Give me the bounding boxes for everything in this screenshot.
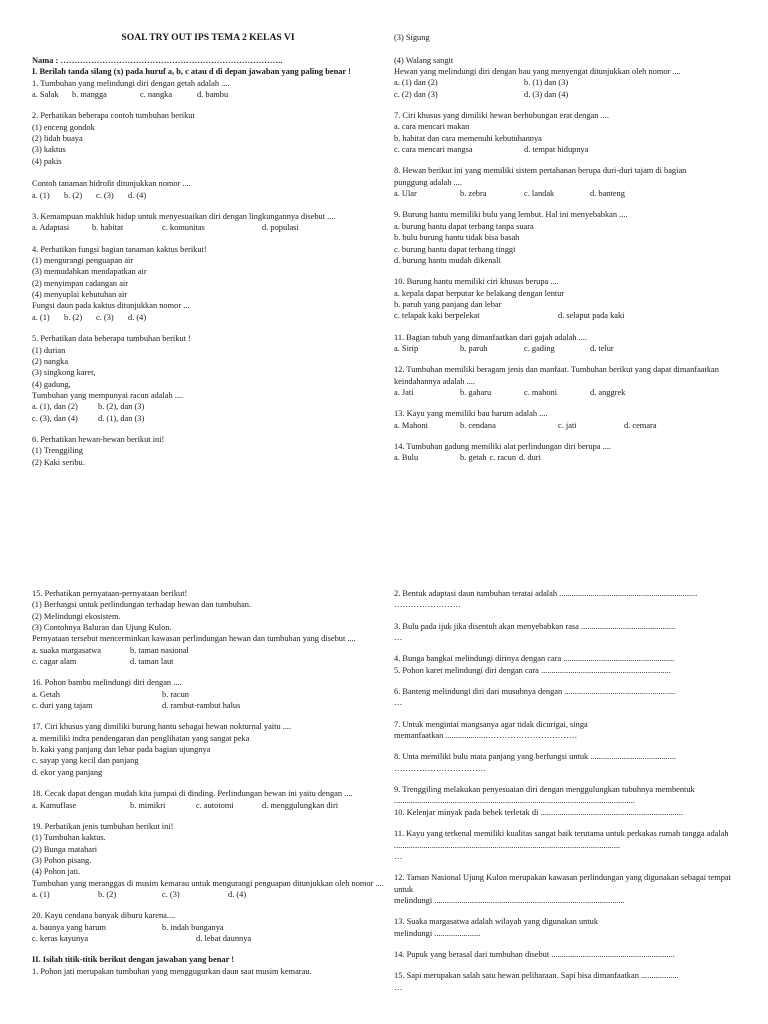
answer-option[interactable]: c. jati	[558, 420, 577, 430]
answer-option[interactable]: d. (4)	[128, 312, 147, 322]
question-text: 7. Untuk mengintai mangsanya agar tidak dicurigai, singa	[394, 719, 588, 729]
question-text: (1) Berfungsi untuk perlindungan terhadap hewan dan tumbuhan.	[32, 600, 252, 610]
question-text: …	[394, 698, 403, 708]
question-text: a. burung hantu dapat terbang tanpa suara	[394, 221, 534, 231]
question-item	[394, 916, 746, 939]
answer-options	[394, 188, 746, 199]
question-item	[32, 588, 384, 667]
answer-option[interactable]: b. mangga	[72, 89, 107, 99]
question-text: 9. Trenggiling melakukan penyesuaian diri dengan menggulungkan tubuhnya membentuk ...................................................................................................................	[394, 785, 695, 806]
answer-options	[32, 89, 384, 100]
question-text: (4) menyuplai kebutuhan air	[32, 290, 128, 300]
answer-option[interactable]: d. taman laut	[130, 657, 174, 667]
question-text: (2) Kaki seribu.	[32, 457, 85, 467]
answer-option[interactable]: d. (4)	[228, 889, 247, 899]
question-text: 17. Ciri khusus yang dimiliki burung hantu sebagai hewan nokturnal yaitu ....	[32, 722, 292, 732]
answer-option[interactable]: c. cagar alam	[32, 657, 77, 667]
question-item	[394, 165, 746, 199]
question-text: …	[394, 851, 403, 861]
question-item	[394, 828, 746, 862]
section-two-item: 1. Pohon jati merupakan tumbuhan yang menggugurkan daun saat musim kemarau.	[32, 966, 312, 976]
answer-option[interactable]: d. menggulungkan diri	[262, 800, 339, 810]
question-item	[394, 588, 746, 611]
answer-option[interactable]: a. baunya yang harum	[32, 922, 106, 932]
answer-option[interactable]: c. (2) dan (3)	[394, 89, 438, 99]
question-item	[32, 821, 384, 900]
answer-options	[394, 144, 746, 155]
question-item	[394, 751, 746, 774]
answer-options	[394, 420, 746, 431]
question-text: 16. Pohon bambu melindungi diri dengan ....	[32, 678, 182, 688]
answer-options	[32, 190, 384, 201]
question-item	[394, 970, 746, 993]
question-item	[32, 434, 384, 468]
question-text: (2) menyimpan cadangan air	[32, 278, 129, 288]
answer-option[interactable]: d. telur	[590, 343, 614, 353]
student-name-line: Nama : ……………………………………………………………………..	[32, 55, 283, 65]
question-text: 19. Perhatikan jenis tumbuhan berikut ini!	[32, 821, 174, 831]
answer-option[interactable]: b. indah bunganya	[162, 922, 224, 932]
answer-options	[32, 645, 384, 656]
answer-option[interactable]: b. racun	[162, 689, 189, 699]
fill-in-list	[394, 588, 746, 993]
answer-option[interactable]: d. populasi	[262, 223, 299, 233]
left-column-bottom	[32, 588, 384, 977]
answer-option[interactable]: c. cara mencari mangsa	[394, 145, 473, 155]
answer-option[interactable]: d. (3) dan (4)	[524, 89, 569, 99]
question-item	[394, 621, 746, 644]
question-text: (2) lidah buaya	[32, 134, 83, 143]
question-item	[394, 949, 746, 960]
question-text: 9. Burung hantu memiliki bulu yang lembut. Hal ini menyebabkan ....	[394, 210, 628, 220]
answer-options	[32, 401, 384, 412]
question-text: d. ekor yang panjang	[32, 767, 103, 777]
question-text: (2) nangka	[32, 356, 69, 366]
question-list	[32, 588, 384, 944]
question-text: (1) enceng gondok	[32, 122, 95, 132]
question-text: ……………………	[394, 600, 461, 610]
question-text: 10. Kelenjar minyak pada bebek terletak di ....................................................................	[394, 807, 683, 817]
question-item	[394, 209, 746, 266]
question-text: (2) Bunga matahari	[32, 844, 98, 854]
answer-option[interactable]: c. keras kayunya	[32, 933, 89, 943]
question-text: Tumbuhan yang mempunyai racun adalah ....	[32, 390, 184, 400]
question-item	[394, 364, 746, 398]
answer-options	[394, 387, 746, 398]
question-text: c. burung hantu dapat terbang tinggi	[394, 244, 516, 254]
question-text: …	[394, 982, 403, 992]
question-text: (4) Walang sangit	[394, 55, 454, 65]
answer-options	[32, 413, 384, 424]
question-text: (1) mengurangi penguapan air	[32, 256, 134, 266]
answer-option[interactable]: c. (3)	[96, 190, 114, 200]
answer-option[interactable]: c. (3)	[96, 312, 114, 322]
question-item	[394, 276, 746, 321]
question-text: 3. Bulu pada ijuk jika disentuh akan menyebabkan rasa .............................................	[394, 621, 676, 631]
question-text	[394, 43, 746, 54]
question-text: 14. Pupuk yang berasal dari tumbuhan disebut ...........................................................	[394, 949, 675, 959]
answer-option[interactable]: c. duri yang tajam	[32, 701, 93, 711]
question-list	[32, 78, 384, 468]
answer-option[interactable]: b. zebra	[460, 189, 487, 199]
question-text: (4) Pohon jati.	[32, 867, 81, 877]
right-column-bottom	[394, 588, 746, 1003]
question-item	[394, 872, 746, 906]
question-item	[32, 211, 384, 234]
question-list	[394, 32, 746, 464]
answer-option[interactable]: c. (3), dan (4)	[32, 413, 78, 423]
question-text: 15. Perhatikan pernyataan-pernyataan berikut!	[32, 589, 188, 598]
question-text: Tumbuhan yang meranggas di musim kemarau untuk mengurangi penguapan ditunjukkan oleh nomor ....	[32, 878, 384, 888]
question-text: …	[394, 633, 403, 643]
answer-options	[32, 700, 384, 711]
answer-options	[32, 922, 384, 933]
answer-options	[394, 77, 746, 88]
question-item	[32, 677, 384, 711]
answer-option[interactable]: b. (2), dan (3)	[98, 402, 145, 412]
answer-option[interactable]: c. autotomi	[196, 800, 234, 810]
question-text: (3) memudahkan mendapatkan air	[32, 267, 147, 277]
answer-option[interactable]: c. landak	[524, 189, 555, 199]
answer-option[interactable]: b. (2)	[64, 312, 83, 322]
question-text: b. kaki yang panjang dan lebar pada bagian ujungnya	[32, 745, 211, 755]
question-item	[394, 408, 746, 431]
answer-option[interactable]: c. gading	[524, 343, 555, 353]
question-text: a. kepala dapat berputar ke belakang dengan lentur	[394, 288, 565, 298]
answer-option[interactable]: d. bambu	[197, 89, 229, 99]
answer-option[interactable]: d. (4)	[128, 190, 147, 200]
answer-option[interactable]: a. suaka margasatwa	[32, 645, 101, 655]
section-two-heading: II. Isilah titik-titik berikut dengan jawaban yang benar !	[32, 955, 235, 965]
answer-option[interactable]: b. habitat	[92, 223, 124, 233]
answer-option[interactable]: d. duri	[519, 453, 541, 463]
answer-option[interactable]: d. anggrek	[590, 387, 626, 397]
question-text: 5. Pohon karet melindungi diri dengan cara ..............................................................	[394, 665, 671, 675]
answer-option[interactable]: d. lebat daunnya	[196, 933, 252, 943]
question-text: melindungi ......................	[394, 928, 481, 938]
answer-option[interactable]: a. Ular	[394, 189, 417, 199]
question-text: 4. Bunga bangkai melindungi dirinya dengan cara .....................................................	[394, 654, 675, 664]
answer-option[interactable]: d. selaput pada kaki	[558, 311, 625, 321]
answer-options	[394, 310, 746, 321]
question-item	[32, 910, 384, 944]
question-item	[394, 653, 746, 676]
question-text: 6. Perhatikan hewan-hewan berikut ini!	[32, 434, 165, 444]
question-text: Fungsi daun pada kaktus ditunjukkan nomor ...	[32, 301, 190, 311]
question-text: 2. Perhatikan beberapa contoh tumbuhan berikut	[32, 111, 195, 121]
question-text: Hewan yang melindungi diri dengan bau yang menyengat ditunjukkan oleh nomor ....	[394, 67, 681, 77]
question-text: 1. Tumbuhan yang melindungi diri dengan getah adalah ....	[32, 78, 230, 88]
question-text: 13. Kayu yang memiliki bau harum adalah ....	[394, 409, 548, 419]
question-text: 7. Ciri khusus yang dimiliki hewan berhubungan erat dengan ....	[394, 111, 609, 121]
question-text: (2) Melindungi ekosistem.	[32, 611, 121, 621]
question-text: 12. Taman Nasional Ujung Kulon merupakan kawasan perlindungan yang digunakan sebagai tempat untuk	[394, 873, 731, 894]
question-text: 2. Bentuk adaptasi daun tumbuhan teratai adalah ..................................................................	[394, 589, 698, 598]
question-item	[32, 78, 384, 101]
answer-options	[32, 222, 384, 233]
question-text: (1) durian	[32, 345, 66, 355]
question-text: melindungi ...........................................................................................	[394, 895, 625, 905]
answer-option[interactable]: a. Adaptasi	[32, 223, 70, 233]
answer-option[interactable]: a. Sirip	[394, 343, 419, 353]
answer-options	[32, 933, 384, 944]
answer-option[interactable]: c. komunitas	[162, 223, 205, 233]
answer-options	[32, 312, 384, 323]
question-text: 4. Perhatikan fungsi bagian tanaman kaktus berikut!	[32, 244, 207, 254]
question-text	[32, 167, 384, 178]
answer-option[interactable]: c. nangka	[140, 89, 173, 99]
question-item	[32, 333, 384, 424]
answer-options	[32, 656, 384, 667]
question-text: Contoh tanaman hidrofit ditunjukkan nomor ....	[32, 179, 191, 189]
question-text: 11. Kayu yang terkenal memiliki kualitas sangat baik terutama untuk perkakas rumah tangga adalah ............................................................................................................	[394, 829, 729, 850]
question-item	[394, 686, 746, 709]
answer-options	[32, 800, 384, 811]
answer-option[interactable]: b. taman nasional	[130, 645, 189, 655]
answer-option[interactable]: a. Salak	[32, 89, 59, 99]
question-text: (3) kaktus	[32, 145, 66, 155]
question-text: 15. Sapi merupakan salah satu hewan peliharaan. Sapi bisa dimanfaatkan ..................	[394, 971, 679, 981]
question-text: ……………………………	[394, 763, 487, 773]
question-item	[32, 244, 384, 323]
question-item	[394, 332, 746, 355]
answer-option[interactable]: b. paruh	[460, 343, 488, 353]
answer-option[interactable]: d. cemara	[624, 420, 657, 430]
question-text: 8. Unta memiliki bulu mata panjang yang berfungsi untuk .........................................	[394, 752, 677, 762]
question-item	[394, 441, 746, 464]
answer-option[interactable]: a. Mahoni	[394, 420, 428, 430]
answer-option[interactable]: a. (1)	[32, 312, 50, 322]
question-text: 18. Cecak dapat dengan mudah kita jumpai di dinding. Perlindungan hewan ini yaitu dengan ....	[32, 789, 353, 799]
answer-option[interactable]: b. getah	[460, 453, 487, 463]
answer-option[interactable]: c. (3)	[162, 889, 180, 899]
answer-option[interactable]: a. (1), dan (2)	[32, 402, 78, 412]
question-text: punggung adalah ....	[394, 177, 462, 187]
answer-option[interactable]: c. telapak kaki berpelekat	[394, 311, 480, 321]
answer-options	[32, 889, 384, 900]
question-item	[394, 784, 746, 818]
answer-option[interactable]: b. (2)	[64, 190, 83, 200]
question-item	[394, 110, 746, 155]
question-text: (1) Trenggiling	[32, 446, 83, 456]
question-text: 12. Tumbuhan memiliki beragam jenis dan manfaat. Tumbuhan berikut yang dapat dimanfaatkan keindahannya adalah ....	[394, 365, 719, 386]
question-text: (3) singkong karet,	[32, 368, 96, 378]
question-text: 6. Banteng melindungi diri dari musuhnya dengan .....................................................	[394, 687, 676, 697]
question-text: memanfaatkan ...................……………………………	[394, 731, 578, 741]
answer-option[interactable]: d. tempat hidupnya	[524, 145, 589, 155]
answer-option[interactable]: d. (1), dan (3)	[98, 413, 145, 423]
answer-options	[394, 89, 746, 100]
answer-option[interactable]: a. Bulu	[394, 453, 419, 463]
answer-option[interactable]: b. (2)	[98, 889, 117, 899]
question-text: (3) Contohnya Baluran dan Ujung Kulon.	[32, 623, 172, 633]
answer-option[interactable]: b. mimikri	[130, 800, 166, 810]
document-title: SOAL TRY OUT IPS TEMA 2 KELAS VI	[121, 32, 295, 43]
question-text: 3. Kemampuan makhluk hidup untuk menyesuaikan diri dengan lingkungannya disebut ....	[32, 212, 336, 222]
answer-option[interactable]: a. (1) dan (2)	[394, 78, 438, 88]
question-item	[394, 719, 746, 742]
answer-option[interactable]: c. racun	[489, 453, 517, 463]
question-text: (1) Tumbuhan kaktus.	[32, 833, 106, 843]
answer-option[interactable]: d. banteng	[590, 189, 625, 199]
answer-option[interactable]: b. cendana	[460, 420, 496, 430]
question-item	[32, 110, 384, 201]
question-text: 11. Bagian tubuh yang dimanfaatkan dari gajah adalah ....	[394, 332, 587, 342]
section-one-heading: I. Berilah tanda silang (x) pada huruf a, b, c atau d di depan jawaban yang paling benar !	[32, 67, 351, 77]
question-text: (3) Sigung	[394, 33, 430, 42]
answer-option[interactable]: c. mahoni	[524, 387, 558, 397]
question-text: a. memiliki indra pendengaran dan penglihatan yang sangat peka	[32, 733, 250, 743]
answer-option[interactable]: d. rambut-rambut halus	[162, 701, 241, 711]
question-text: (3) Pohon pisang.	[32, 855, 92, 865]
answer-option[interactable]: a. (1)	[32, 889, 50, 899]
question-text: 10. Burung hantu memiliki ciri khusus berupa ....	[394, 277, 559, 287]
question-text: 13. Suaka margasatwa adalah wilayah yang digunakan untuk	[394, 917, 599, 927]
answer-option[interactable]: a. Jati	[394, 387, 414, 397]
answer-option[interactable]: a. Getah	[32, 689, 60, 699]
question-text: b. habitat dan cara memenuhi kebutuhannya	[394, 133, 542, 143]
answer-options	[394, 343, 746, 354]
question-text: b. paruh yang panjang dan lebar	[394, 299, 502, 309]
question-text: 20. Kayu cendana banyak diburu karena....	[32, 911, 176, 921]
answer-options	[32, 689, 384, 700]
answer-option[interactable]: b. (1) dan (3)	[524, 78, 569, 88]
question-item	[394, 32, 746, 100]
question-text: 14. Tumbuhan gadung memiliki alat perlindungan diri berupa ....	[394, 441, 612, 451]
answer-options	[394, 452, 746, 463]
question-item	[32, 788, 384, 811]
question-text: 5. Perhatikan data beberapa tumbuhan berikut !	[32, 334, 191, 344]
answer-option[interactable]: a. Kamuflase	[32, 800, 77, 810]
answer-option[interactable]: a. (1)	[32, 190, 50, 200]
question-text: b. bulu burung hantu tidak bisa basah	[394, 233, 520, 243]
question-text: 8. Hewan berikut ini yang memiliki sistem pertahanan berupa duri-duri tajam di bagian	[394, 166, 687, 176]
question-text: d. burung hantu mudah dikenali	[394, 255, 501, 265]
answer-option[interactable]: b. gaharu	[460, 387, 492, 397]
question-text: Pernyataan tersebut mencerminkan kawasan perlindungan hewan dan tumbuhan yang disebut ....	[32, 634, 356, 644]
question-text: (4) pakis	[32, 156, 62, 166]
question-text: c. sayap yang kecil dan panjang	[32, 756, 139, 766]
question-text: a. cara mencari makan	[394, 122, 470, 132]
right-column-top	[394, 32, 746, 474]
left-column-top	[32, 32, 384, 478]
question-text: (4) gadung,	[32, 379, 71, 389]
question-item	[32, 721, 384, 778]
